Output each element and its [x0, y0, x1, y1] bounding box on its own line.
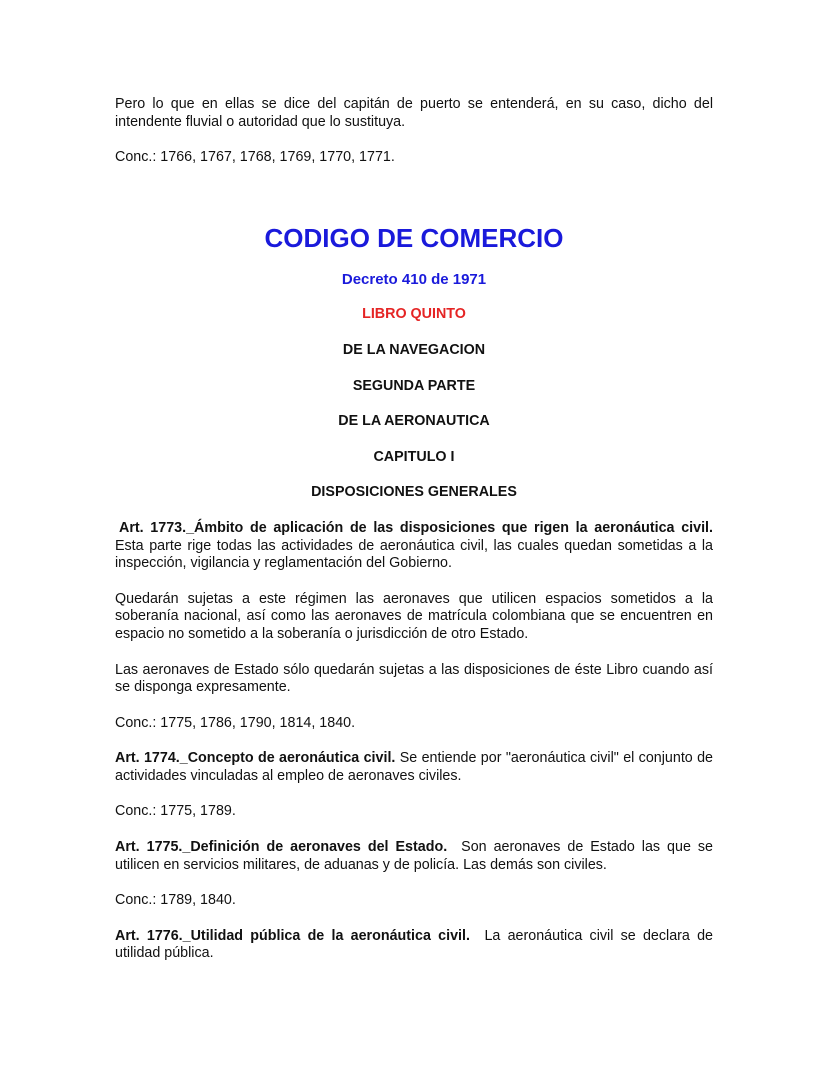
chapter-heading: CAPITULO I	[373, 448, 455, 465]
article-number: Art. 1775._	[115, 839, 191, 856]
document-page	[115, 96, 713, 963]
article-paragraph: Quedarán sujetas a este régimen las aeronaves que utilicen espacios sometidos a la soberanía nacional, así como las aeronaves de matrícula colombiana que se encuentren en espacio no sometido a la soberanía o jurisdicción de otro Estado.	[115, 590, 713, 642]
article-1773	[115, 520, 713, 573]
article-1774	[115, 750, 713, 785]
book-heading: LIBRO QUINTO	[362, 306, 466, 323]
article-1775	[115, 839, 713, 874]
article-title: Concepto de aeronáutica civil.	[187, 750, 396, 767]
article-text: Son aeronaves de Estado las que se utilicen en servicios militares, de aduanas y de policía. Las demás son civiles.	[115, 839, 713, 873]
section-heading-navegacion: DE LA NAVEGACION	[342, 341, 486, 358]
article-concordance: Conc.: 1775, 1786, 1790, 1814, 1840.	[115, 714, 356, 731]
article-text: Se entiende por "aeronáutica civil" el conjunto de actividades vinculadas al empleo de aeronaves civiles.	[115, 750, 713, 784]
article-concordance: Conc.: 1789, 1840.	[115, 892, 236, 909]
article-paragraph: Las aeronaves de Estado sólo quedarán sujetas a las disposiciones de éste Libro cuando así se disponga expresamente.	[115, 661, 713, 696]
article-number: Art. 1776._	[115, 927, 191, 944]
document-title: CODIGO DE COMERCIO	[264, 222, 564, 253]
article-title: Ámbito de aplicación de las disposiciones que rigen la aeronáutica civil.	[194, 519, 713, 536]
article-title: Definición de aeronaves del Estado.	[190, 839, 448, 856]
section-heading-segunda-parte: SEGUNDA PARTE	[352, 377, 476, 394]
decree-subtitle: Decreto 410 de 1971	[341, 270, 487, 288]
article-concordance: Conc.: 1775, 1789.	[115, 803, 236, 820]
article-number: Art. 1773._	[119, 519, 195, 536]
article-title: Utilidad pública de la aeronáutica civil.	[190, 927, 470, 944]
section-heading-aeronautica: DE LA AERONAUTICA	[338, 413, 490, 430]
intro-concordance: Conc.: 1766, 1767, 1768, 1769, 1770, 1771.	[115, 149, 395, 166]
article-text: Esta parte rige todas las actividades de aeronáutica civil, las cuales quedan sometidas a la inspección, vigilancia y reglamentación del Gobierno.	[115, 537, 713, 572]
article-1776	[115, 928, 713, 963]
article-number: Art. 1774._	[115, 750, 188, 767]
general-provisions-heading: DISPOSICIONES GENERALES	[311, 484, 517, 501]
intro-paragraph: Pero lo que en ellas se dice del capitán de puerto se entenderá, en su caso, dicho del intendente fluvial o autoridad que lo sustituya.	[115, 96, 713, 130]
article-text: La aeronáutica civil se declara de utilidad pública.	[115, 927, 714, 962]
